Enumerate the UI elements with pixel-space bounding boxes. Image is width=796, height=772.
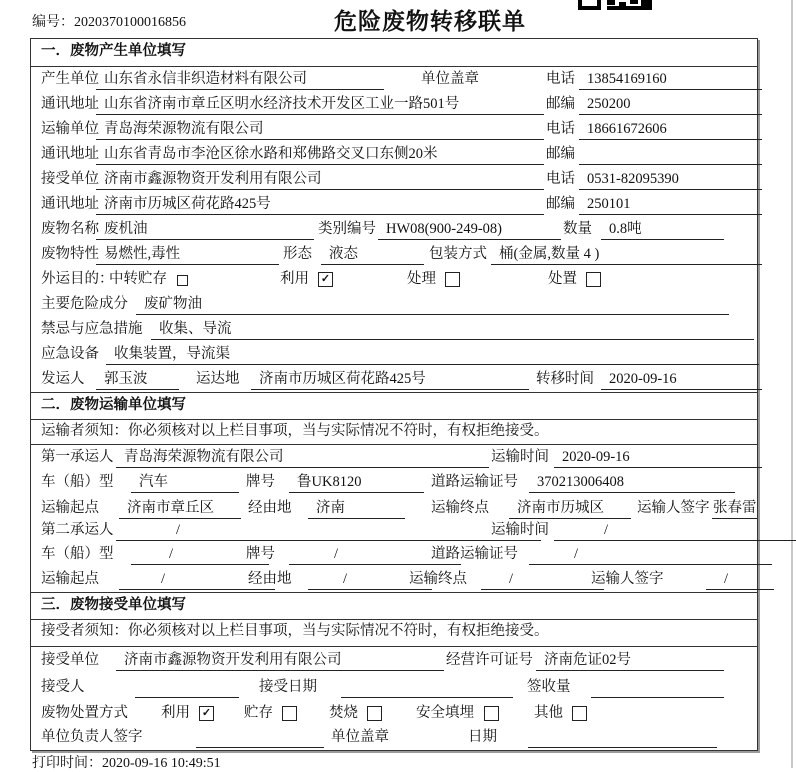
packaging-label: 包装方式 (429, 246, 487, 262)
document-serial-number: 编号：2020370100016856 (32, 15, 186, 30)
category-code-value: HW08(900-249-08) (378, 220, 561, 240)
sender-value: 郭玉波 (96, 370, 179, 390)
vehicle-type2-value: / (131, 545, 269, 565)
plate2-value: / (289, 545, 461, 565)
carrier1-row (31, 445, 757, 470)
endpoint2-value: / (481, 570, 604, 590)
category-code-label: 类别编号 (318, 221, 376, 237)
phone-label: 电话 (546, 121, 575, 137)
waste-name-label: 废物名称 (41, 221, 99, 237)
disposal-storage-label: 贮存 (244, 705, 273, 721)
receiver-address-value: 济南市历城区荷花路425号 (96, 195, 544, 215)
hazard-component-label: 主要危险成分 (41, 296, 128, 312)
date-label: 日期 (468, 729, 497, 745)
endpoint1-value: 济南市历城区 (509, 499, 631, 519)
via-label: 经由地 (248, 571, 292, 587)
carrier2-label: 第二承运人 (41, 522, 114, 538)
vehicle-type1-value: 汽车 (131, 473, 239, 493)
address-label: 通讯地址 (41, 146, 99, 162)
sender-label: 发运人 (41, 371, 85, 387)
plate-label: 牌号 (246, 474, 275, 490)
carrier2-row (31, 518, 757, 542)
quantity-label: 数量 (563, 221, 592, 237)
disposal-storage-checkbox (282, 706, 297, 721)
section1-header (31, 39, 757, 67)
form-label: 形态 (283, 246, 312, 262)
route1-row (31, 496, 757, 518)
transporter-notice-row (31, 419, 757, 445)
purpose-utilize-label: 利用 (280, 271, 309, 287)
road-license2-value: / (529, 545, 772, 565)
waste-trait-label: 废物特性 (41, 246, 99, 262)
accept-unit-label: 接受单位 (41, 652, 99, 668)
print-time: 打印时间：2020-09-16 10:49:51 (32, 756, 221, 771)
disposal-method-row (31, 701, 757, 725)
hazard-component-value: 废矿物油 (136, 295, 729, 315)
carrier2-value: / (116, 521, 541, 541)
receiver-notice-text: 接受者须知：你必须核对以上栏目事项，当与实际情况不符时，有权拒绝接受。 (41, 623, 549, 639)
date-value (528, 728, 717, 748)
transport-time1-value: 2020-09-16 (554, 448, 762, 468)
origin1-value: 济南市章丘区 (119, 499, 241, 519)
unit-seal-label: 单位盖章 (331, 729, 389, 745)
disposal-incinerate-checkbox (367, 706, 382, 721)
endpoint-label: 运输终点 (431, 500, 489, 516)
disposal-utilize-label: 利用 (161, 705, 190, 721)
permit-number-value: 济南危证02号 (536, 651, 724, 671)
road-license-label: 道路运输证号 (431, 546, 518, 562)
permit-number-label: 经营许可证号 (446, 652, 533, 668)
accept-person-label: 接受人 (41, 679, 85, 695)
accept-unit-row (31, 648, 757, 673)
transport-time2-value: / (554, 521, 796, 541)
outbound-purpose-row (31, 267, 757, 292)
section1-title: 一．废物产生单位填写 (41, 43, 186, 59)
section2-header (31, 392, 757, 420)
receiver-phone-value: 0531-82095390 (579, 170, 762, 190)
disposal-other-checkbox (572, 706, 587, 721)
section3-title: 三．废物接受单位填写 (41, 597, 186, 613)
purpose-transfer-storage-checkbox (177, 275, 188, 286)
form-value: 液态 (321, 245, 424, 265)
carrier1-value: 青岛海荣源物流有限公司 (116, 448, 489, 468)
plate-label: 牌号 (246, 546, 275, 562)
origin2-value: / (119, 570, 275, 590)
zip-label: 邮编 (546, 196, 575, 212)
hazard-component-row (31, 292, 757, 317)
receiver-notice-row (31, 619, 757, 647)
road-license1-value: 370213006408 (529, 473, 735, 493)
receiver-zip-value: 250101 (579, 195, 762, 215)
transporter-sign-label: 运输人签字 (637, 500, 710, 516)
responsible-sign-row (31, 725, 757, 750)
purpose-dispose-checkbox (586, 272, 601, 287)
accept-person-row (31, 675, 757, 700)
endpoint-label: 运输终点 (409, 571, 467, 587)
route2-row (31, 567, 757, 592)
receiver-unit-value: 济南市鑫源物资开发利用有限公司 (96, 170, 544, 190)
responsible-sign-label: 单位负责人签字 (41, 729, 143, 745)
emergency-equipment-label: 应急设备 (41, 346, 99, 362)
transporter-unit-value: 青岛海荣源物流有限公司 (96, 120, 544, 140)
vehicle2-row (31, 542, 757, 567)
outbound-purpose-label: 外运目的： (41, 271, 114, 287)
emergency-measure-label: 禁忌与应急措施 (41, 321, 143, 337)
transporter-address-row (31, 142, 757, 167)
road-license-label: 道路运输证号 (431, 474, 518, 490)
transfer-time-value: 2020-09-16 (601, 370, 762, 390)
vehicle1-row (31, 470, 757, 495)
accept-person-value (135, 678, 239, 698)
receiver-unit-row (31, 167, 757, 192)
transfer-time-label: 转移时间 (536, 371, 594, 387)
producer-unit-label: 产生单位 (41, 71, 99, 87)
phone-label: 电话 (546, 71, 575, 87)
page-title: 危险废物转移联单 (334, 9, 526, 34)
destination-value: 济南市历城区荷花路425号 (251, 370, 529, 390)
vehicle-type-label: 车（船）型 (41, 546, 114, 562)
sender-row (31, 367, 757, 392)
accept-unit-value: 济南市鑫源物资开发利用有限公司 (116, 651, 444, 671)
disposal-incinerate-label: 焚烧 (329, 705, 358, 721)
disposal-utilize-checkbox: ✓ (199, 706, 214, 721)
unit-seal-label: 单位盖章 (421, 71, 479, 87)
manifest-form-table (30, 38, 758, 751)
purpose-transfer-storage-label: 中转贮存 (109, 271, 167, 287)
quantity-value: 0.8吨 (601, 220, 724, 240)
disposal-landfill-label: 安全填埋 (416, 705, 474, 721)
transport-time-label: 运输时间 (491, 449, 549, 465)
transporter-unit-row (31, 117, 757, 142)
origin-label: 运输起点 (41, 571, 99, 587)
address-label: 通讯地址 (41, 96, 99, 112)
waste-name-row (31, 217, 757, 242)
producer-unit-row (31, 67, 757, 92)
transport-time-label: 运输时间 (491, 522, 549, 538)
transporter-address-value: 山东省青岛市李沧区徐水路和郑佛路交叉口东侧20米 (96, 145, 544, 165)
signed-amount-value (591, 678, 724, 698)
purpose-utilize-checkbox: ✓ (318, 272, 333, 287)
via2-value: / (308, 570, 432, 590)
packaging-value: 桶(金属,数量 4 ) (491, 245, 762, 265)
purpose-treat-label: 处理 (407, 271, 436, 287)
address-label: 通讯地址 (41, 196, 99, 212)
disposal-method-label: 废物处置方式 (41, 705, 128, 721)
section3-header (31, 592, 757, 620)
emergency-equipment-row (31, 342, 757, 367)
emergency-equipment-value: 收集装置，导流渠 (106, 345, 759, 365)
via1-value: 济南 (308, 499, 405, 519)
origin-label: 运输起点 (41, 500, 99, 516)
receiver-unit-label: 接受单位 (41, 171, 99, 187)
emergency-measure-row (31, 317, 757, 342)
page-edge-line (791, 0, 793, 768)
destination-label: 运达地 (196, 371, 240, 387)
zip-label: 邮编 (546, 96, 575, 112)
transporter-sign2-value: / (706, 570, 774, 590)
waste-name-value: 废机油 (96, 220, 314, 240)
transporter-sign1-value: 张春雷 (712, 499, 757, 519)
producer-address-row (31, 92, 757, 117)
waste-trait-row (31, 242, 757, 267)
via-label: 经由地 (248, 500, 292, 516)
accept-date-value (341, 678, 513, 698)
signed-amount-label: 签收量 (527, 679, 571, 695)
transporter-phone-value: 18661672606 (579, 120, 762, 140)
producer-zip-value: 250200 (579, 95, 762, 115)
zip-label: 邮编 (546, 146, 575, 162)
purpose-treat-checkbox (445, 272, 460, 287)
emergency-measure-value: 收集、导流 (151, 320, 754, 340)
responsible-sign-value (196, 728, 324, 748)
receiver-address-row (31, 192, 757, 217)
producer-unit-value: 山东省永信非织造材料有限公司 (96, 70, 384, 90)
section2-title: 二．废物运输单位填写 (41, 397, 186, 413)
phone-label: 电话 (546, 171, 575, 187)
vehicle-type-label: 车（船）型 (41, 474, 114, 490)
purpose-dispose-label: 处置 (548, 271, 577, 287)
transporter-zip-value (579, 145, 762, 165)
transporter-sign-label: 运输人签字 (591, 571, 664, 587)
plate1-value: 鲁UK8120 (289, 473, 424, 493)
producer-phone-value: 13854169160 (579, 70, 762, 90)
waste-trait-value: 易燃性,毒性 (96, 245, 279, 265)
carrier1-label: 第一承运人 (41, 449, 114, 465)
accept-date-label: 接受日期 (259, 679, 317, 695)
disposal-landfill-checkbox (484, 706, 499, 721)
transporter-notice-text: 运输者须知：你必须核对以上栏目事项，当与实际情况不符时，有权拒绝接受。 (41, 423, 549, 439)
disposal-other-label: 其他 (534, 705, 563, 721)
transporter-unit-label: 运输单位 (41, 121, 99, 137)
producer-address-value: 山东省济南市章丘区明水经济技术开发区工业一路501号 (96, 95, 544, 115)
